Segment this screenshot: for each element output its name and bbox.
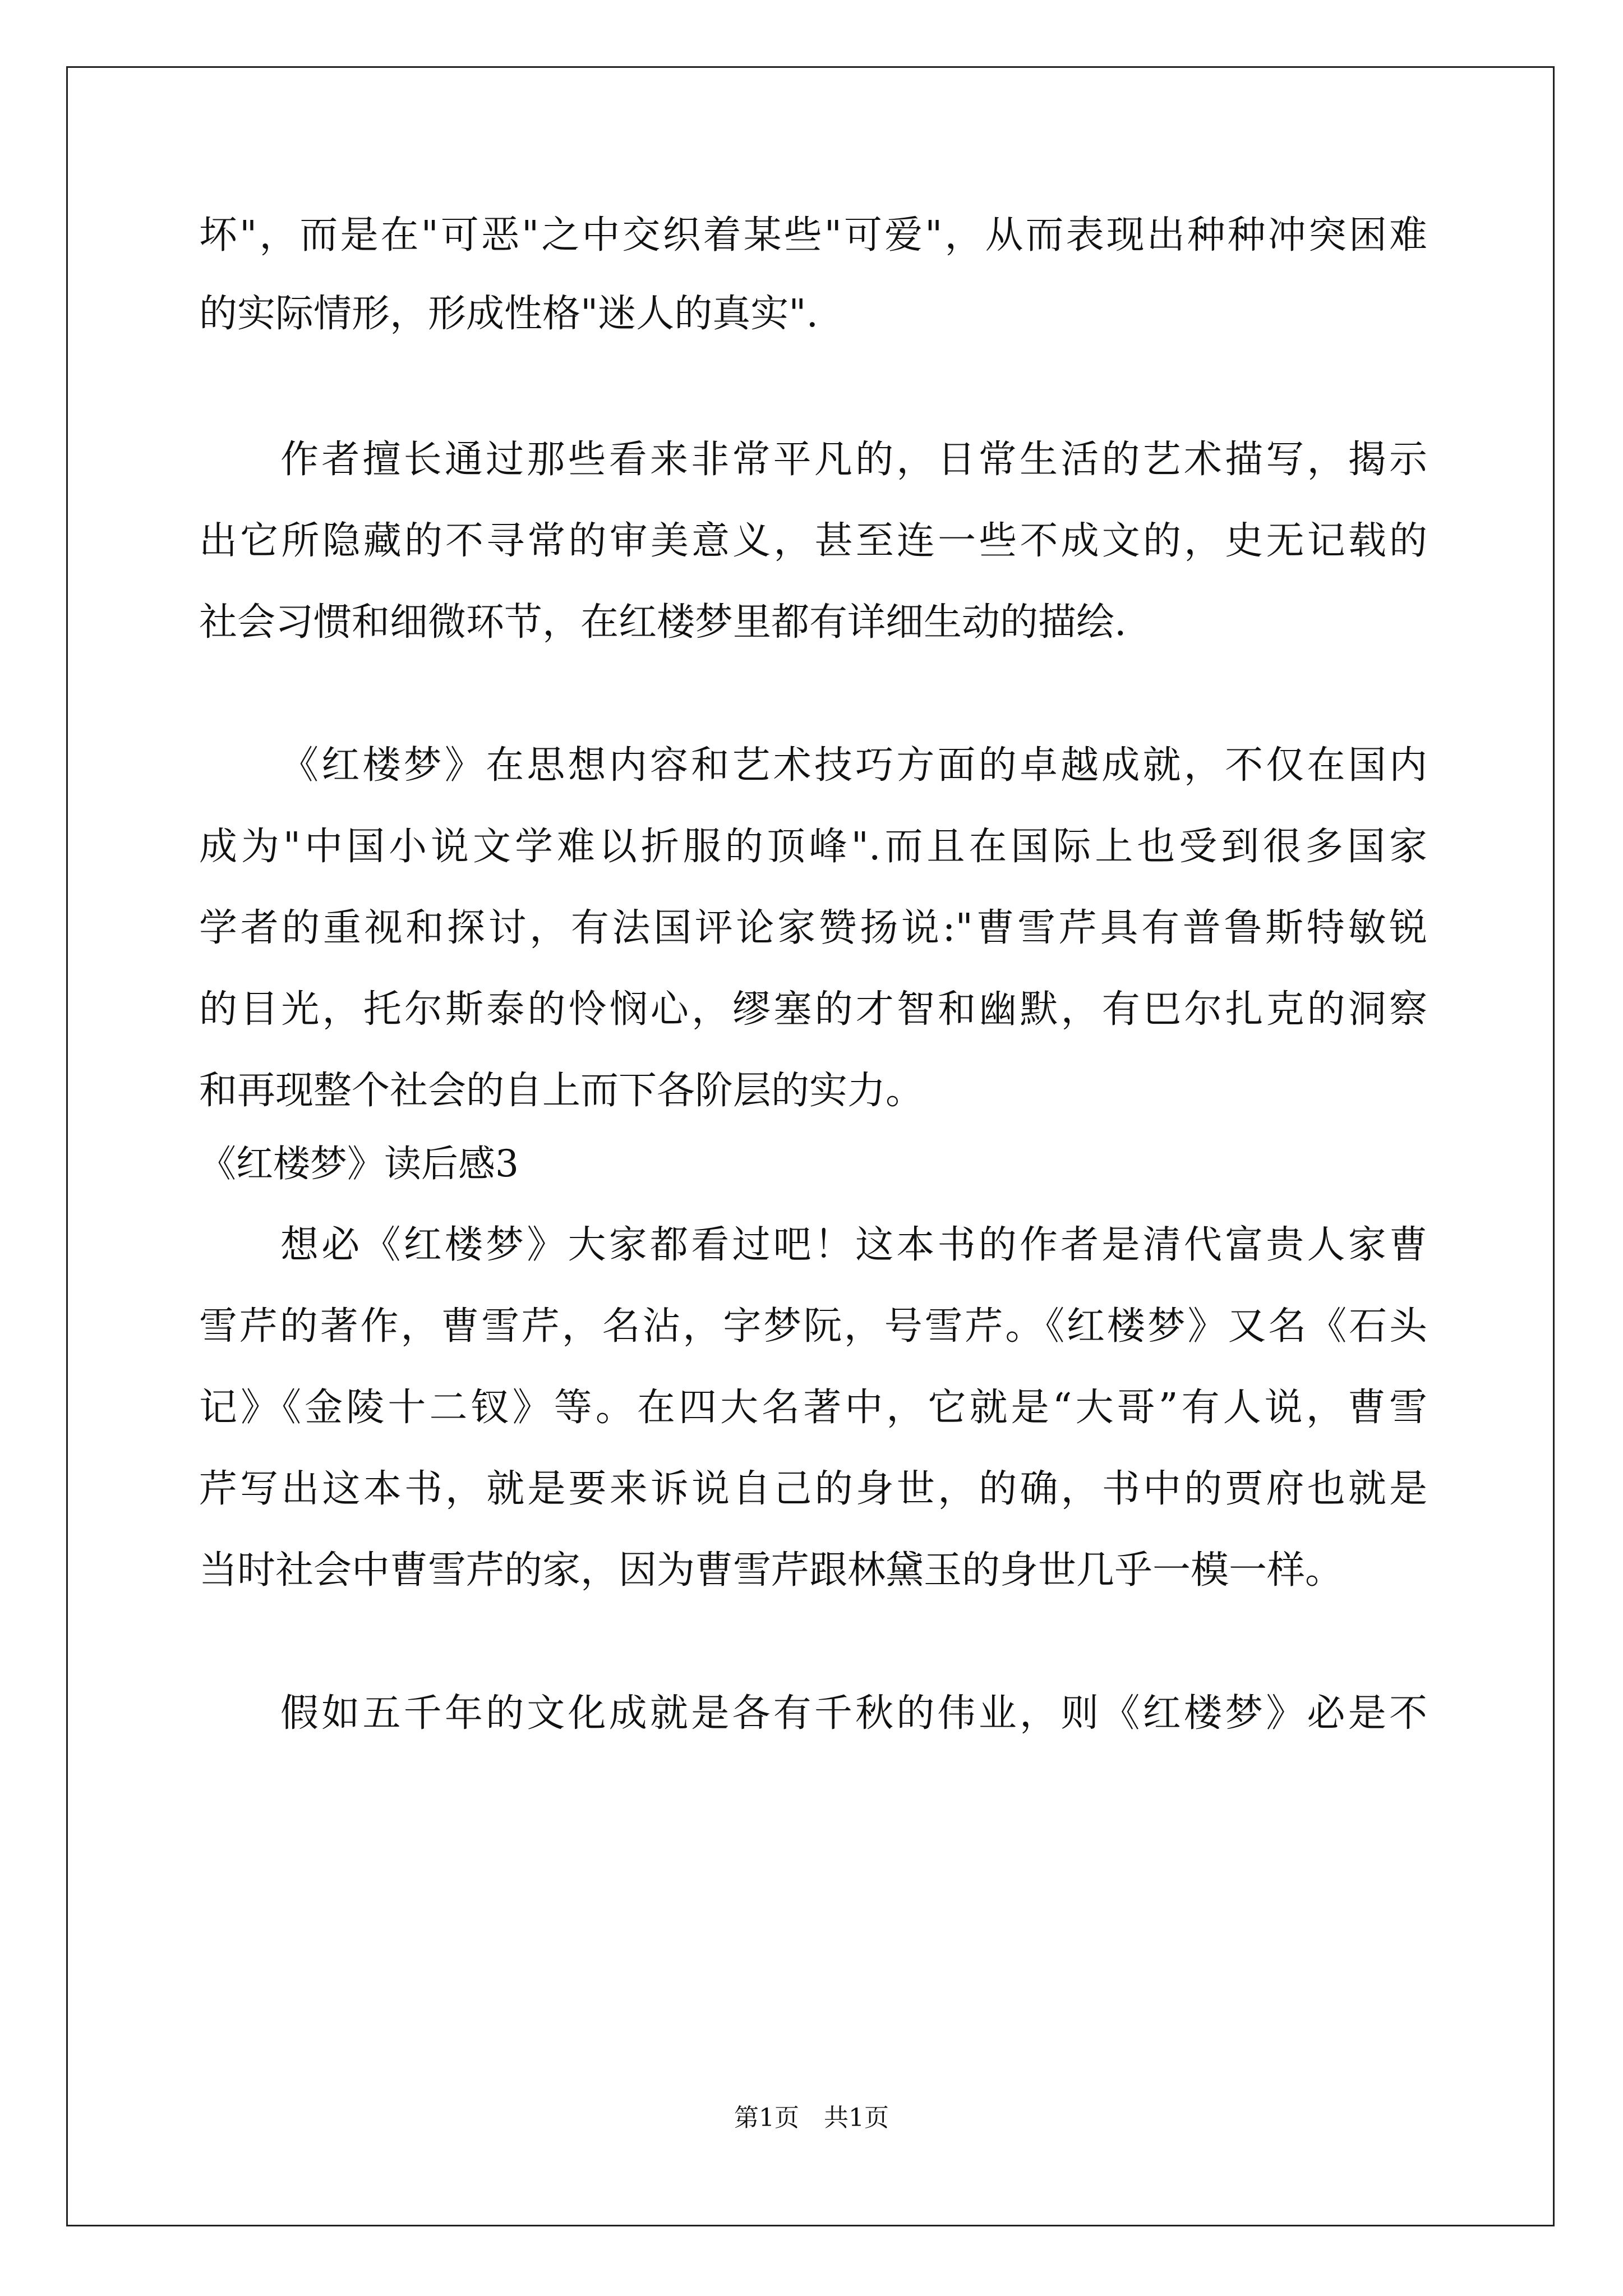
text-line: 雪芹的著作，曹雪芹，名沾，字梦阮，号雪芹。《红楼梦》又名《石头 bbox=[199, 1304, 1427, 1349]
text-line: 的目光，托尔斯泰的怜悯心，缪塞的才智和幽默，有巴尔扎克的洞察 bbox=[199, 987, 1427, 1032]
text-line: 成为"中国小说文学难以折服的顶峰".而且在国际上也受到很多国家 bbox=[199, 825, 1427, 869]
page-number-footer: 第1页 共1页 bbox=[734, 2104, 889, 2132]
section-heading: 《红楼梦》读后感3 bbox=[199, 1142, 519, 1185]
text-line: 的实际情形，形成性格"迷人的真实". bbox=[199, 292, 819, 336]
text-line: 想必《红楼梦》大家都看过吧！这本书的作者是清代富贵人家曹 bbox=[280, 1223, 1427, 1267]
text-line: 和再现整个社会的自上而下各阶层的实力。 bbox=[199, 1069, 924, 1113]
text-line: 当时社会中曹雪芹的家，因为曹雪芹跟林黛玉的身世几乎一模一样。 bbox=[199, 1548, 1344, 1593]
text-line: 记》《金陵十二钗》等。在四大名著中，它就是“大哥”有人说，曹雪 bbox=[199, 1386, 1427, 1430]
text-line: 假如五千年的文化成就是各有千秋的伟业，则《红楼梦》必是不 bbox=[280, 1691, 1427, 1736]
text-line: 学者的重视和探讨，有法国评论家赞扬说:"曹雪芹具有普鲁斯特敏锐 bbox=[199, 906, 1427, 950]
text-line: 作者擅长通过那些看来非常平凡的，日常生活的艺术描写，揭示 bbox=[280, 438, 1427, 482]
text-line: 坏"，而是在"可恶"之中交织着某些"可爱"，从而表现出种种冲突困难 bbox=[199, 213, 1427, 257]
text-line: 芹写出这本书，就是要来诉说自己的身世，的确，书中的贾府也就是 bbox=[199, 1467, 1427, 1511]
text-line: 《红楼梦》在思想内容和艺术技巧方面的卓越成就，不仅在国内 bbox=[280, 743, 1427, 788]
text-line: 出它所隐藏的不寻常的审美意义，甚至连一些不成文的，史无记载的 bbox=[199, 519, 1427, 563]
text-line: 社会习惯和细微环节，在红楼梦里都有详细生动的描绘. bbox=[199, 600, 1127, 645]
